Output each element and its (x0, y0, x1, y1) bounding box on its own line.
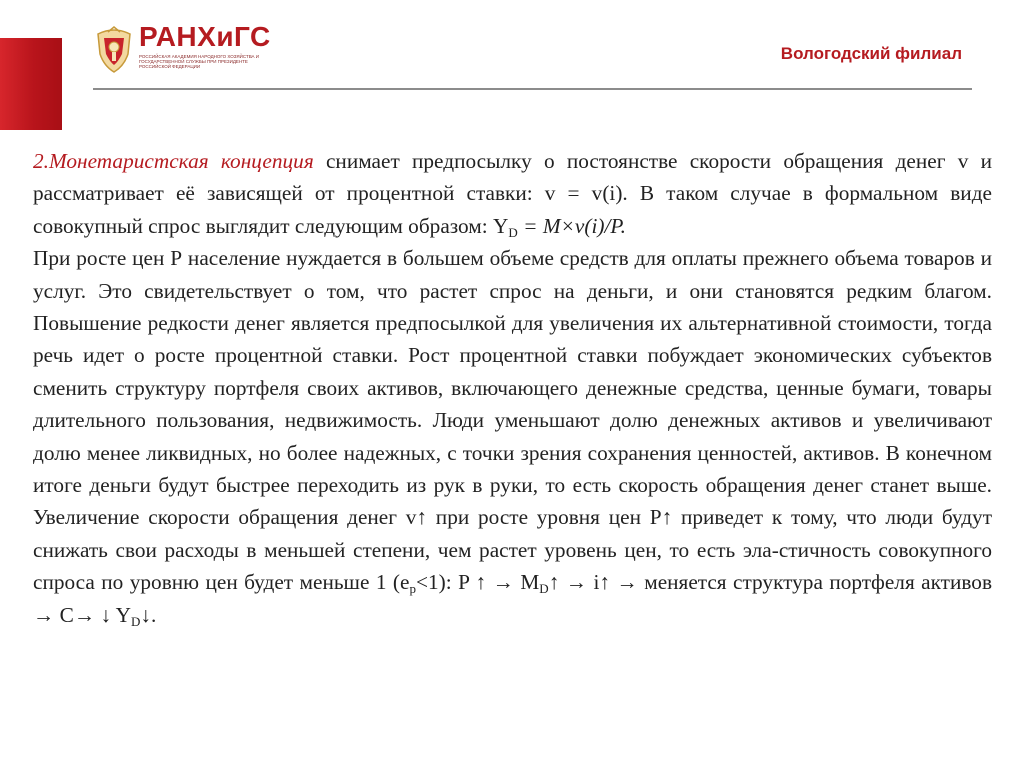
subscript: p (409, 581, 416, 597)
paragraph-price-growth (33, 242, 992, 631)
branch-title: Вологодский филиал (780, 44, 962, 63)
header-divider (93, 88, 972, 90)
subscript: D (539, 581, 549, 597)
paragraph-text: <1): P ↑ → M (415, 570, 540, 595)
logo-wordmark: РАНХиГС (139, 21, 271, 52)
subscript: D (508, 224, 518, 240)
logo-subtitle: РОССИЙСКАЯ АКАДЕМИЯ НАРОДНОГО ХОЗЯЙСТВА И ГОСУДАРСТВЕННОЙ СЛУЖБЫ ПРИ ПРЕЗИДЕНТЕ РОССИЙСКОЙ ФЕДЕРАЦИИ (139, 54, 260, 70)
paragraph-text: ↑ → i↑ → меняется структура портфеля активов → C→ ↓ Y (33, 570, 993, 627)
demand-formula: = M×v(i)/P. (517, 213, 626, 238)
paragraph-text: снимает предпосылку о постоянстве скорости обращения денег v и рассматривает её зависящей от процентной ставки: v = v(i). В таком случае в формальном виде совокупный спрос выглядит следующим образом: Y (33, 149, 993, 238)
concept-heading: 2.Монетаристская концепция (33, 149, 314, 173)
subscript: D (131, 613, 141, 629)
slide-body (33, 145, 992, 631)
ranepa-emblem-icon (94, 24, 134, 74)
paragraph-monetarist-concept (33, 145, 992, 242)
header-accent-bar (0, 38, 62, 130)
paragraph-text: ↓. (140, 602, 157, 627)
paragraph-text: При росте цен Р население нуждается в большем объеме средств для оплаты прежнего объема товаров и услуг. Это свидетельствует о том, что растет спрос на деньги, и они становятся редким благом. Повышение редкости денег является предпосылкой для увеличения их альтернативной стоимости, тогда речь идет о росте процентной ставки. Рост процентной ставки побуждает экономических субъектов сменить структуру портфеля своих активов, включающего денежные средства, ценные бумаги, товары длительного пользования, недвижимость. Люди уменьшают долю денежных активов и увеличивают долю менее ликвидных, но более надежных, с точки зрения сохранения ценностей, активов. В конечном итоге деньги будут быстрее переходить из рук в руки, то есть скорость обращения денег станет выше. Увеличение скорости обращения денег v↑ при росте уровня цен Р↑ приведет к тому, что люди будут снижать свои расходы в меньшей степени, чем растет уровень цен, то есть эла-стичность совокупного спроса по уровню цен будет меньше 1 (e (33, 246, 992, 595)
